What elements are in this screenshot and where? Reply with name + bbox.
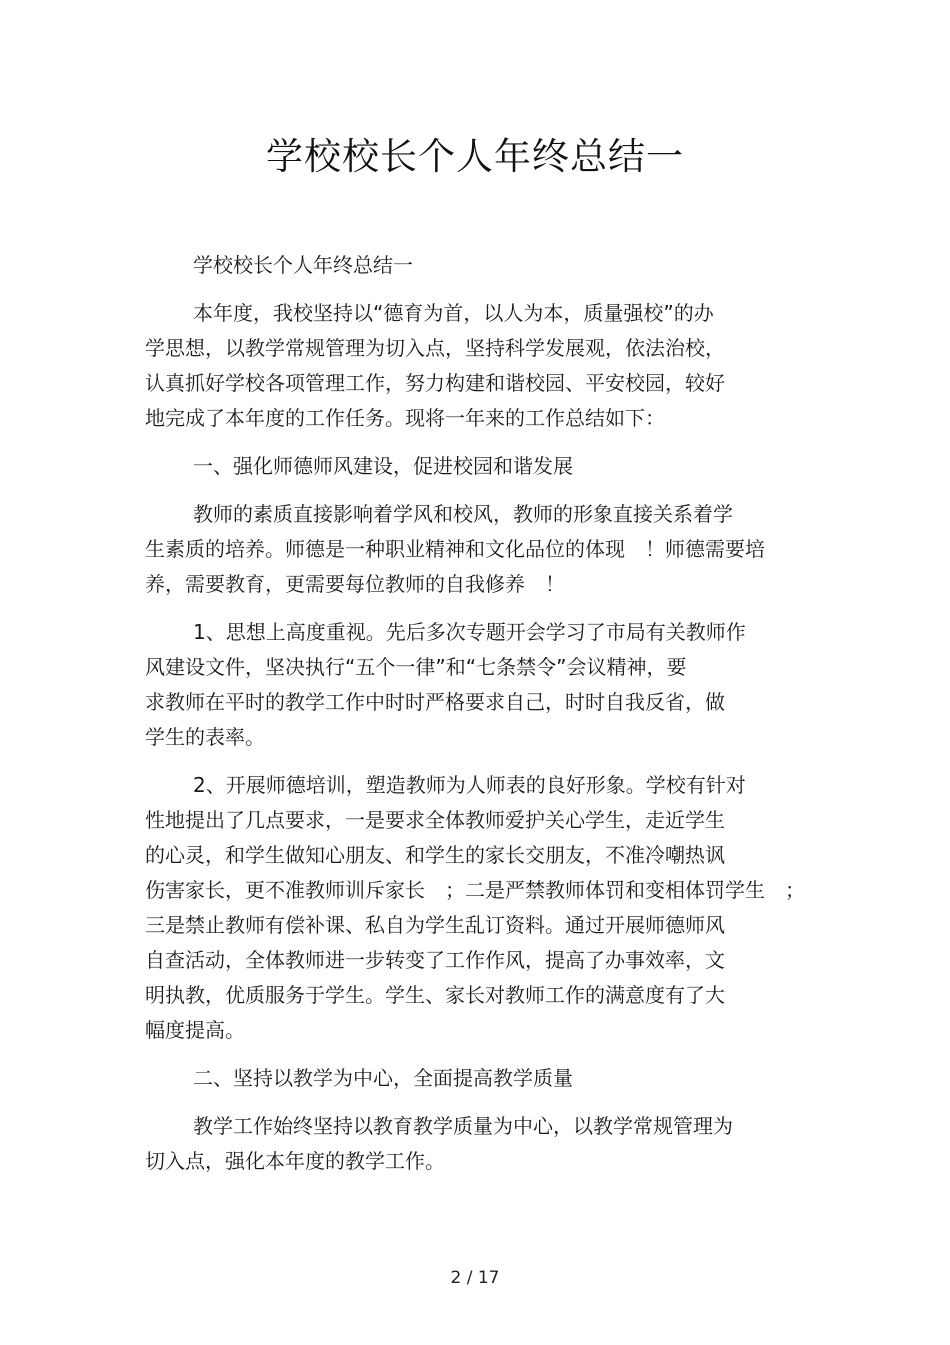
paragraph-line: 2、开展师德培训，塑造教师为人师表的良好形象。学校有针对	[193, 773, 746, 797]
paragraph-line: 本年度，我校坚持以“德育为首，以人为本，质量强校”的办	[193, 301, 714, 325]
paragraph-line: 幅度提高。	[145, 1018, 245, 1042]
paragraph-line: 性地提出了几点要求，一是要求全体教师爱护关心学生，走近学生	[145, 808, 725, 832]
paragraph-line: 切入点，强化本年度的教学工作。	[145, 1149, 445, 1173]
paragraph-line: 伤害家长，更不准教师训斥家长 ；二是严禁教师体罚和变相体罚学生 ；	[145, 878, 805, 902]
item-1-paragraph	[145, 615, 825, 755]
paragraph-line: 认真抓好学校各项管理工作，努力构建和谐校园、平安校园，较好	[145, 371, 725, 395]
paragraph-line: 三是禁止教师有偿补课、私自为学生乱订资料。通过开展师德师风	[145, 913, 725, 937]
section-heading-1: 一、强化师德师风建设，促进校园和谐发展	[193, 454, 573, 478]
paragraph-line: 养，需要教育，更需要每位教师的自我修养 ！	[145, 572, 565, 596]
paragraph-line: 学生的表率。	[145, 725, 265, 749]
paragraph-line: 求教师在平时的教学工作中时时严格要求自己，时时自我反省，做	[145, 690, 725, 714]
document-subtitle: 学校校长个人年终总结一	[193, 253, 413, 277]
section1-intro-paragraph	[145, 497, 825, 602]
document-body	[145, 248, 825, 1192]
paragraph-line: 地完成了本年度的工作任务。现将一年来的工作总结如下：	[145, 406, 665, 430]
paragraph-line: 生素质的培养。师德是一种职业精神和文化品位的体现 ！师德需要培	[145, 537, 765, 561]
paragraph-line: 学思想，以教学常规管理为切入点，坚持科学发展观，依法治校，	[145, 336, 725, 360]
paragraph-line: 明执教，优质服务于学生。学生、家长对教师工作的满意度有了大	[145, 983, 725, 1007]
page-number: 2 / 17	[450, 1268, 500, 1288]
paragraph-line: 教学工作始终坚持以教育教学质量为中心，以教学常规管理为	[193, 1114, 733, 1138]
paragraph-line: 1、思想上高度重视。先后多次专题开会学习了市局有关教师作	[193, 620, 746, 644]
paragraph-line: 的心灵，和学生做知心朋友、和学生的家长交朋友，不准冷嘲热讽	[145, 843, 725, 867]
paragraph-line: 自查活动，全体教师进一步转变了工作作风，提高了办事效率，文	[145, 948, 725, 972]
paragraph-line: 教师的素质直接影响着学风和校风，教师的形象直接关系着学	[193, 502, 733, 526]
intro-paragraph	[145, 296, 825, 436]
document-title: 学校校长个人年终总结一	[266, 135, 684, 178]
paragraph-line: 风建设文件，坚决执行“五个一律”和“七条禁令”会议精神，要	[145, 655, 687, 679]
section2-intro-paragraph	[145, 1109, 825, 1179]
item-2-paragraph	[145, 768, 825, 1048]
section-heading-2: 二、坚持以教学为中心，全面提高教学质量	[193, 1066, 573, 1090]
